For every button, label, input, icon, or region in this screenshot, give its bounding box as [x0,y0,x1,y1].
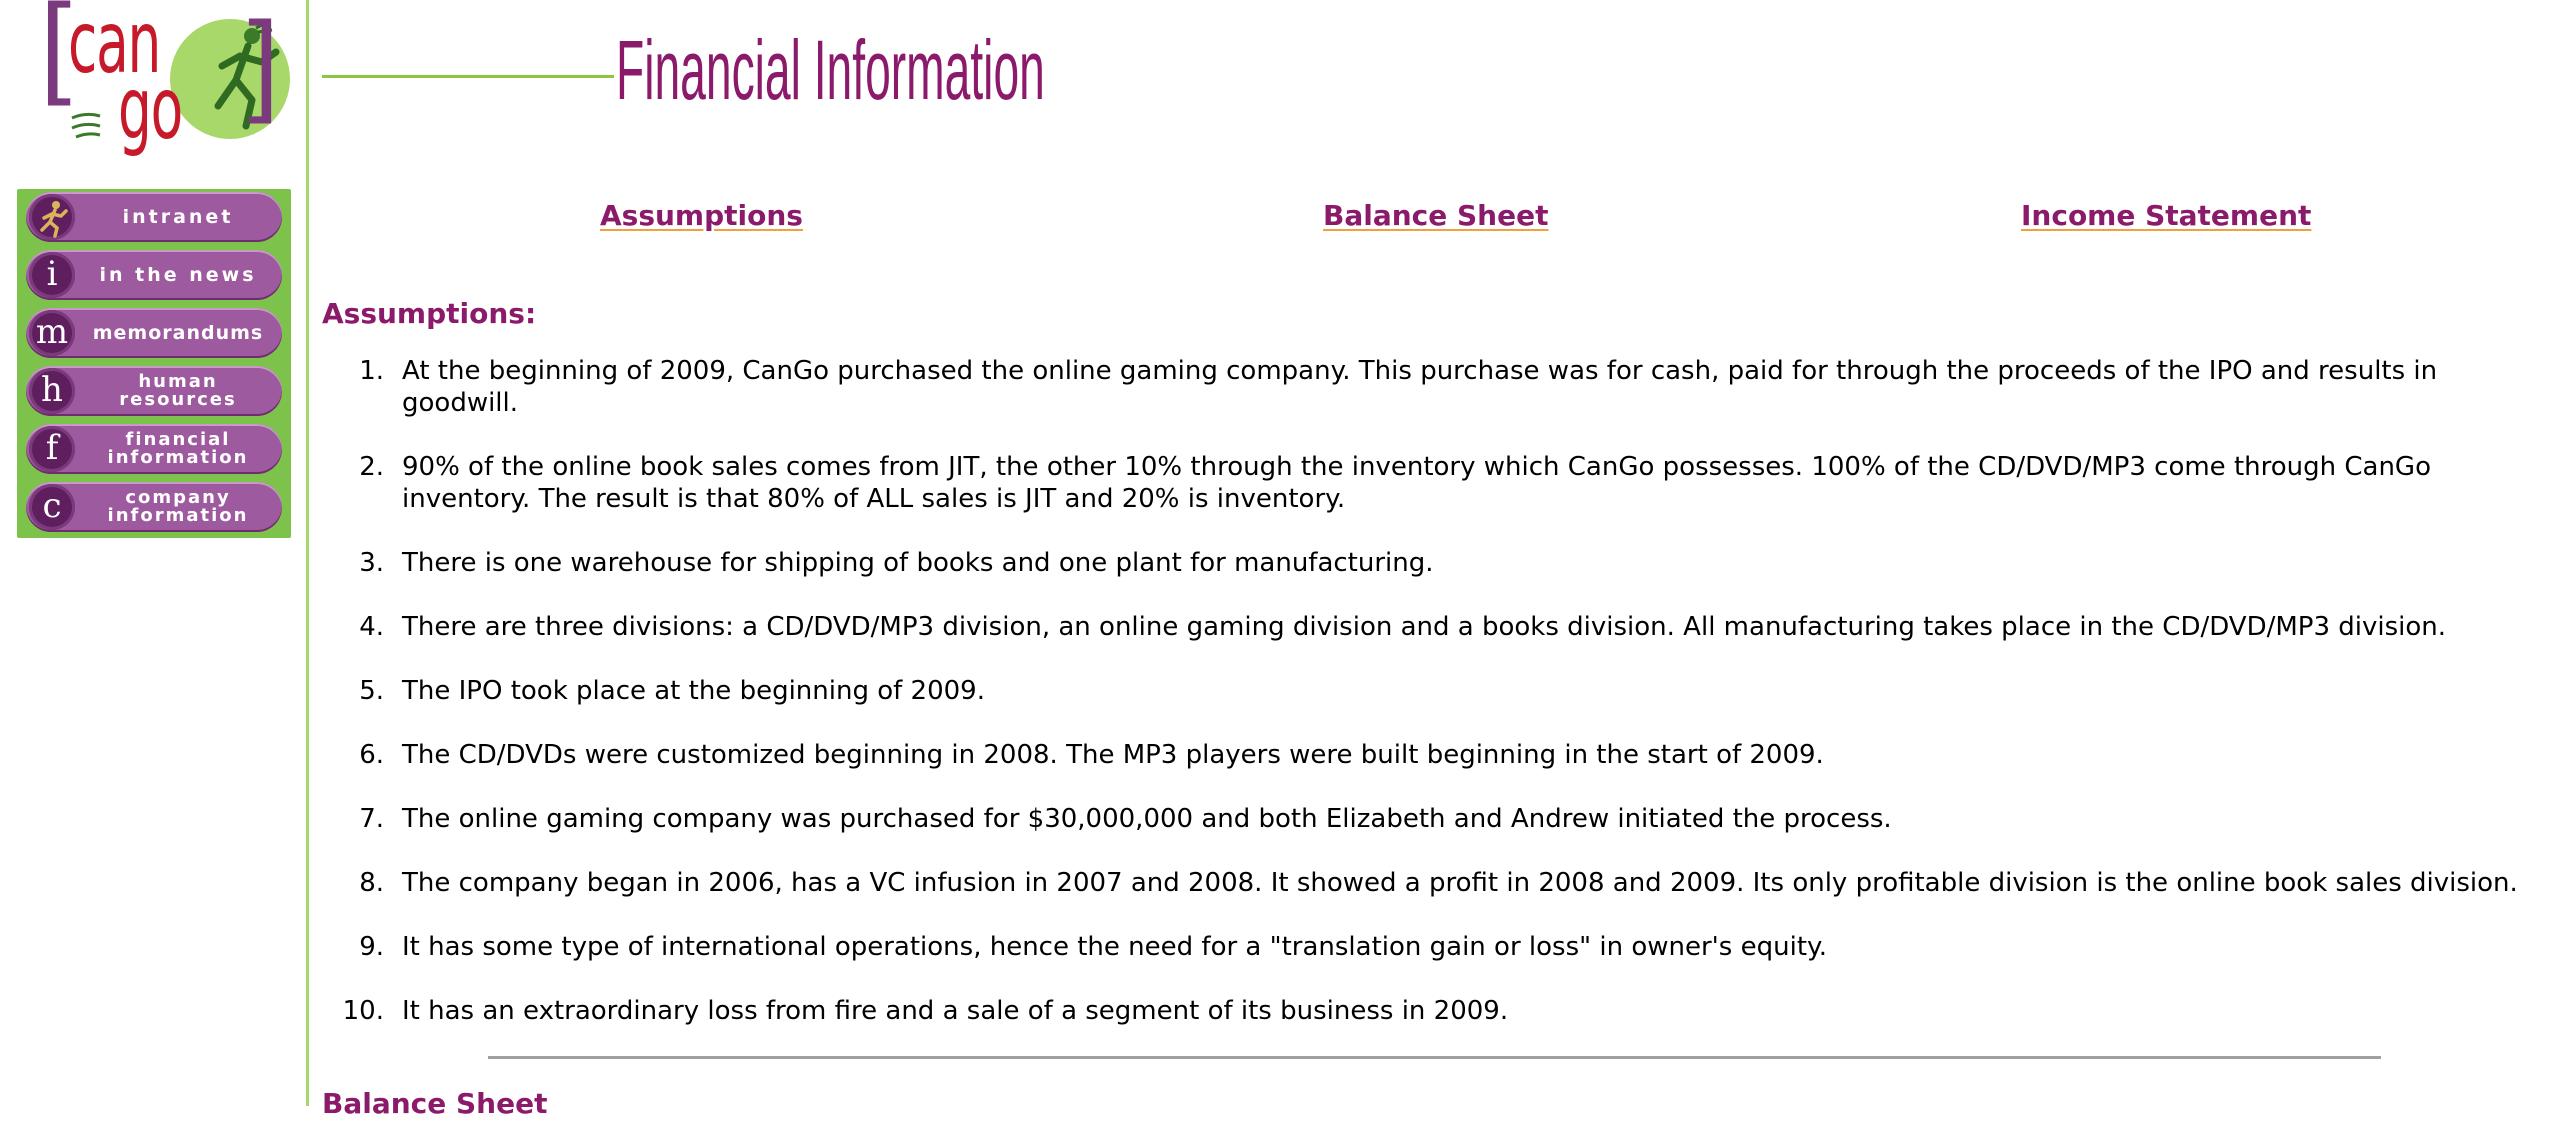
nav-label: financial information [107,429,249,468]
logo-word-go: go [118,59,182,159]
nav-menu [17,189,291,538]
link-assumptions[interactable]: Assumptions [600,199,803,232]
page-title: Financial Information [616,23,1045,117]
speed-lines-icon [70,110,104,140]
nav-in-the-news-button[interactable] [26,250,282,300]
list-item: 1. At the beginning of 2009, CanGo purchased the online gaming company. This purchase was for cash, paid for through the proceeds of the IPO and results in goodwill. [359,356,2438,418]
nav-memorandums-button[interactable] [26,308,282,358]
logo-bracket-left: [ [40,0,72,106]
list-item: 6. The CD/DVDs were customized beginning in 2008. The MP3 players were built beginning in the start of 2009. [359,740,1824,770]
nav-label: intranet [122,205,234,228]
header-rule [322,75,614,78]
sidebar-divider [306,0,309,1106]
balance-sheet-heading: Balance Sheet [322,1087,548,1120]
nav-label: company information [107,487,249,526]
list-item: 5. The IPO took place at the beginning of 2009. [359,676,985,706]
list-item: 2. 90% of the online book sales comes from JIT, the other 10% through the inventory which CanGo possesses. 100% of the CD/DVD/MP3 come through CanGo inventory. The result is that 80% of ALL sales is JIT and 20% is inventory. [359,452,2431,514]
nav-human-resources-button[interactable] [26,366,282,416]
assumptions-heading: Assumptions: [322,297,537,330]
list-item: 4. There are three divisions: a CD/DVD/MP3 division, an online gaming division and a books division. All manufacturing takes place in the CD/DVD/MP3 division. [359,612,2447,642]
nav-label: memorandums [92,321,264,344]
nav-financial-information-button[interactable] [26,424,282,474]
list-item: 8. The company began in 2006, has a VC infusion in 2007 and 2008. It showed a profit in 2008 and 2009. Its only profitable division is the online book sales division. [359,868,2518,898]
logo-word-can: can [68,0,161,93]
logo-bracket-right: ] [248,0,280,124]
nav-label: in the news [99,263,257,286]
letter-m-icon: m [29,310,75,356]
section-divider [488,1056,2381,1059]
list-item: 3. There is one warehouse for shipping of books and one plant for manufacturing. [359,548,1434,578]
list-item: 7. The online gaming company was purchased for $30,000,000 and both Elizabeth and Andrew initiated the process. [359,804,1892,834]
sidebar [0,0,306,1106]
nav-intranet-button[interactable] [26,192,282,242]
letter-f-icon: f [29,426,75,472]
letter-i-icon: i [29,252,75,298]
runner-icon [29,194,75,240]
link-income-statement[interactable]: Income Statement [2021,199,2312,232]
list-item: 9. It has some type of international operations, hence the need for a "translation gain or loss" in owner's equity. [359,932,1827,962]
assumptions-list [322,355,2542,1059]
list-item: 10. It has an extraordinary loss from fire and a sale of a segment of its business in 2009. [342,996,1509,1026]
letter-h-icon: h [29,368,75,414]
nav-company-information-button[interactable] [26,482,282,532]
cango-logo[interactable] [40,2,280,167]
nav-label: human resources [119,371,237,410]
letter-c-icon: c [29,484,75,530]
link-balance-sheet[interactable]: Balance Sheet [1323,199,1549,232]
